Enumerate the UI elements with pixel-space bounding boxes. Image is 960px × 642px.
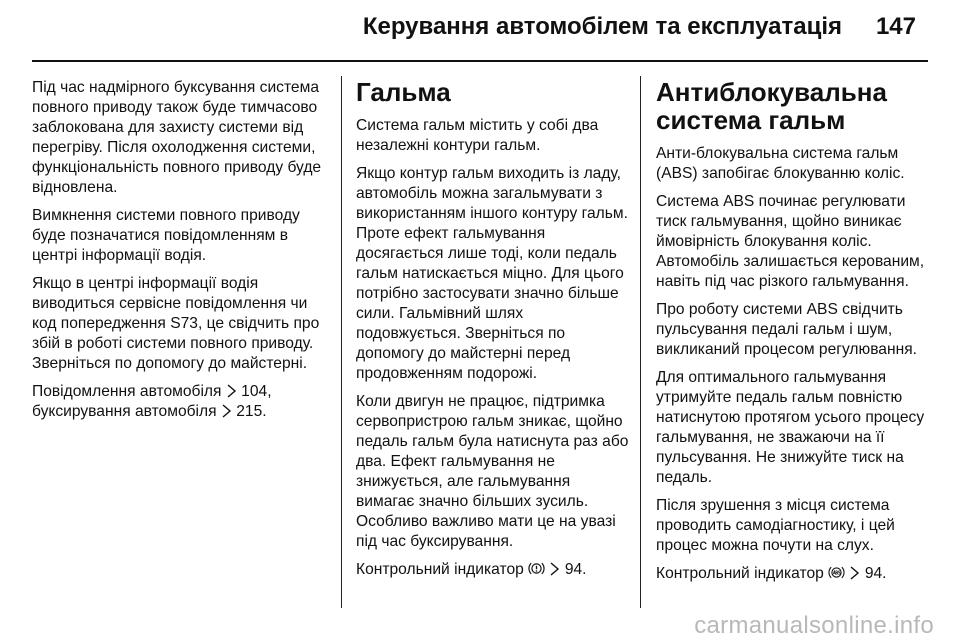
- paragraph: Вимкнення системи повного приводу буде позначатися повідомленням в центрі інформації водія.: [32, 207, 300, 264]
- paragraph: Після зрушення з місця система проводить самодіагностику, і цей процес можна почути на слух.: [656, 497, 895, 554]
- page-number: 147: [875, 13, 916, 40]
- brake-warning-lamp-icon: [528, 561, 545, 576]
- column-left: [32, 78, 328, 430]
- reference-arrow-icon: [226, 384, 237, 398]
- paragraph: Якщо контур гальм виходить із ладу, автомобіль можна загальмувати з використанням іншого контуру гальм. Проте ефект гальмування досягається лише тоді, коли педаль гальм натискається міцно. Для цього потрібно застосувати значно більше сили. Гальмівний шлях подовжується. Зверніться по допомогу до майстерні перед продовженням подорожі.: [356, 165, 628, 382]
- cross-reference-paragraph: Повідомлення автомобіля 104, буксирування автомобіля 215.: [32, 383, 272, 420]
- column-divider-right: [640, 76, 641, 608]
- paragraph: Система ABS починає регулювати тиск гальмування, щойно виникає ймовірність блокування коліс. Автомобіль залишається керованим, навіть під час різкого гальмування.: [656, 193, 925, 290]
- reference-text: Контрольний індикатор: [356, 561, 529, 578]
- column-right: [656, 78, 930, 592]
- header-rule: [32, 60, 928, 62]
- section-heading: Гальма: [356, 77, 451, 107]
- page-reference-link[interactable]: 104: [241, 383, 268, 400]
- paragraph: Для оптимального гальмування утримуйте педаль гальм повністю натиснутою протягом усього процесу гальмування, не зважаючи на її пульсування. Не знижуйте тиск на педаль.: [656, 369, 925, 486]
- paragraph: Система гальм містить у собі два незалежні контури гальм.: [356, 117, 599, 154]
- page-reference-link[interactable]: 215: [236, 403, 263, 420]
- reference-arrow-icon: [549, 562, 560, 576]
- page-header-title: Керування автомобілем та експлуатація: [362, 13, 842, 40]
- watermark: carmanualsonline.info: [694, 612, 934, 639]
- cross-reference-paragraph: Контрольний індикатор 94.: [656, 565, 887, 582]
- reference-arrow-icon: [221, 404, 232, 418]
- cross-reference-paragraph: Контрольний індикатор 94.: [356, 561, 587, 578]
- section-heading: Антиблокувальна система гальм: [656, 77, 887, 135]
- reference-text: буксирування автомобіля: [32, 403, 221, 420]
- page-reference-link[interactable]: 94: [864, 565, 883, 582]
- page-reference-link[interactable]: 94: [564, 561, 583, 578]
- paragraph: Коли двигун не працює, підтримка сервопристрою гальм зникає, щойно педаль гальм була натиснута раз або два. Ефект гальмування не знижується, але гальмування вимагає значно більших зусиль. Особливо важливо мати це на увазі під час буксирування.: [356, 393, 629, 550]
- reference-arrow-icon: [849, 566, 860, 580]
- page-header: [0, 0, 960, 62]
- paragraph: Якщо в центрі інформації водія виводиться сервісне повідомлення чи код попередження S73, це свідчить про збій в роботі системи повного приводу. Зверніться по допомогу до майстерні.: [32, 275, 320, 372]
- abs-warning-lamp-icon: [828, 565, 845, 580]
- column-divider-left: [341, 76, 342, 608]
- column-middle: [356, 78, 630, 588]
- paragraph: Про роботу системи ABS свідчить пульсування педалі гальм і шум, викликаний процесом регулювання.: [656, 301, 917, 358]
- reference-text: Повідомлення автомобіля: [32, 383, 226, 400]
- paragraph: Під час надмірного буксування система повного приводу також буде тимчасово заблокована для захисту системи від перегріву. Після охолодження системи, функціональність повного приводу буде відновлена.: [32, 79, 322, 196]
- paragraph: Анти-блокувальна система гальм (ABS) запобігає блокуванню коліс.: [656, 145, 905, 182]
- reference-text: Контрольний індикатор: [656, 565, 829, 582]
